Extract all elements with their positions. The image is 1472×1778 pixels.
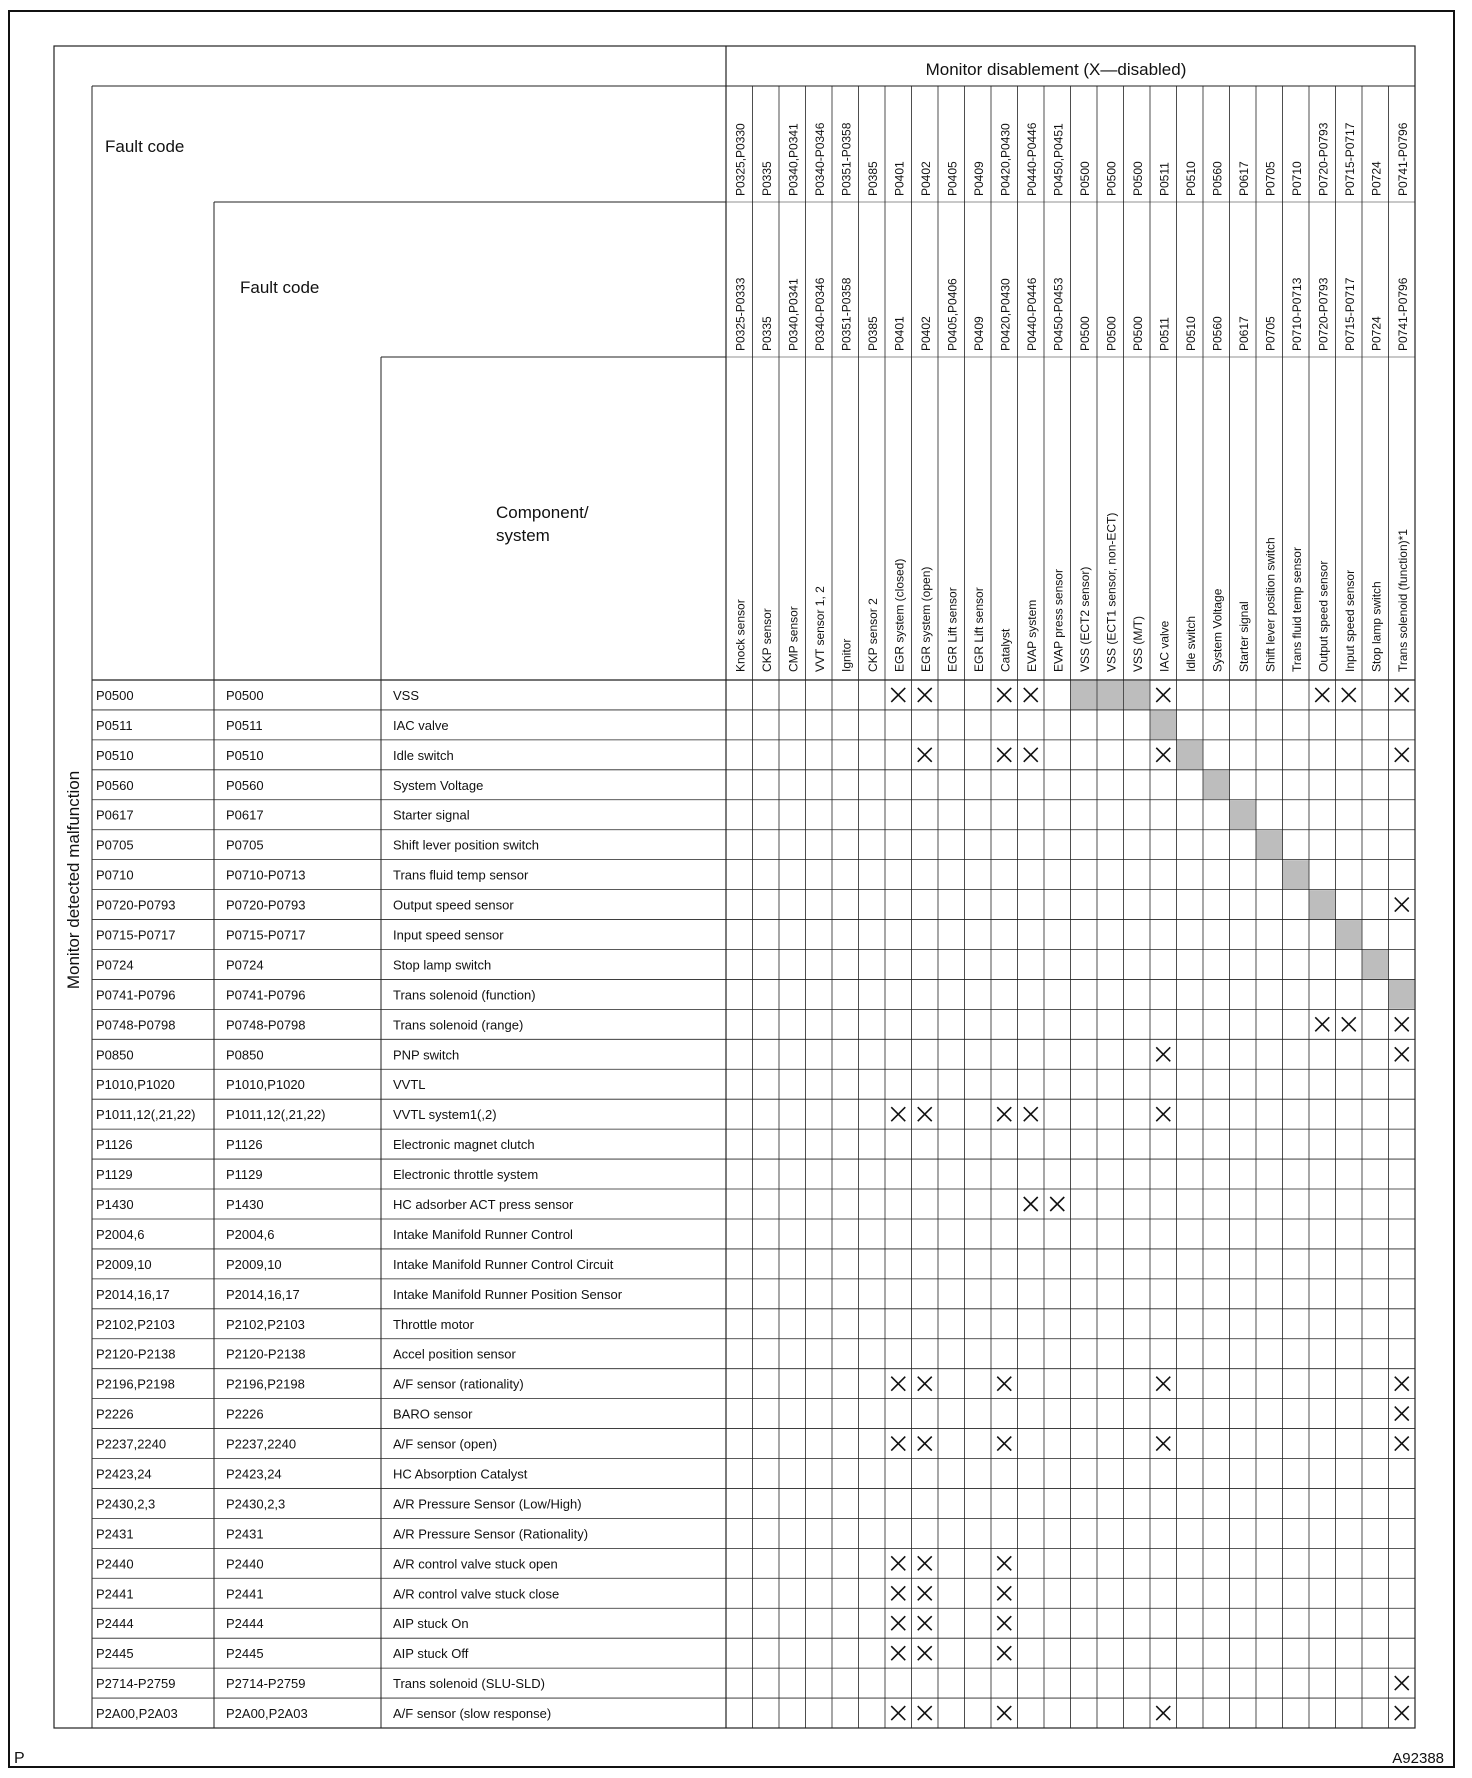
row-fault-code: P1010,P1020 bbox=[226, 1077, 305, 1093]
disabled-x-mark bbox=[997, 1646, 1011, 1660]
column-component-name: Starter signal bbox=[1236, 601, 1251, 672]
column-component-name: Ignitor bbox=[839, 638, 854, 672]
column-code-2: P0420,P0430 bbox=[998, 278, 1013, 351]
disabled-x-mark bbox=[1395, 1676, 1409, 1690]
column-code-2: P0500 bbox=[1130, 316, 1145, 351]
disabled-x-mark bbox=[891, 1377, 905, 1391]
column-code-1: P0335 bbox=[759, 161, 774, 196]
column-code-2: P0409 bbox=[971, 316, 986, 351]
column-code-2: P0617 bbox=[1236, 316, 1251, 351]
column-code-1: P0715-P0717 bbox=[1342, 122, 1357, 196]
disabled-x-mark bbox=[918, 1107, 932, 1121]
column-code-1: P0741-P0796 bbox=[1395, 122, 1410, 196]
disabled-x-mark bbox=[1395, 1377, 1409, 1391]
row-fault-code: P2A00,P2A03 bbox=[226, 1706, 308, 1722]
column-code-1: P0402 bbox=[918, 161, 933, 196]
disabled-x-mark bbox=[891, 1437, 905, 1451]
row-fault-code: P0705 bbox=[226, 837, 264, 853]
column-component-name: Idle switch bbox=[1183, 615, 1198, 672]
column-component-name: CMP sensor bbox=[786, 606, 801, 672]
column-component-name: VSS (M/T) bbox=[1130, 616, 1145, 672]
row-component: A/R Pressure Sensor (Rationality) bbox=[393, 1526, 589, 1542]
disabled-x-mark bbox=[918, 1437, 932, 1451]
disabled-x-mark bbox=[918, 1646, 932, 1660]
column-component-name: Trans fluid temp sensor bbox=[1289, 547, 1304, 672]
row-monitor-code: P2714-P2759 bbox=[96, 1676, 176, 1692]
row-component: IAC valve bbox=[393, 717, 449, 733]
disabled-x-mark bbox=[891, 1586, 905, 1600]
row-monitor-code: P0724 bbox=[96, 957, 134, 973]
disabled-x-mark bbox=[918, 1616, 932, 1630]
row-monitor-code: P2004,6 bbox=[96, 1226, 145, 1242]
column-component-name: CKP sensor 2 bbox=[865, 598, 880, 672]
disabled-x-mark bbox=[997, 1556, 1011, 1570]
column-code-2: P0720-P0793 bbox=[1316, 277, 1331, 351]
row-fault-code: P0741-P0796 bbox=[226, 987, 306, 1003]
row-component: Output speed sensor bbox=[393, 897, 514, 913]
row-component: HC Absorption Catalyst bbox=[393, 1466, 528, 1482]
row-fault-code: P2226 bbox=[226, 1406, 264, 1422]
row-fault-code: P0510 bbox=[226, 747, 264, 763]
column-code-1: P0340-P0346 bbox=[812, 122, 827, 196]
row-component: A/F sensor (open) bbox=[393, 1436, 498, 1452]
disabled-x-mark bbox=[1395, 1017, 1409, 1031]
row-component: HC adsorber ACT press sensor bbox=[393, 1197, 574, 1212]
row-fault-code: P2444 bbox=[226, 1616, 264, 1632]
row-component: VVTL bbox=[393, 1077, 426, 1093]
shaded-cell bbox=[1389, 980, 1415, 1009]
disabled-x-mark bbox=[1050, 1197, 1064, 1211]
row-fault-code: P1011,12(,21,22) bbox=[226, 1107, 326, 1123]
row-monitor-code: P0720-P0793 bbox=[96, 897, 176, 913]
column-code-1: P0340,P0341 bbox=[786, 123, 801, 196]
row-monitor-code: P0710 bbox=[96, 867, 134, 883]
disabled-x-mark bbox=[1395, 748, 1409, 762]
column-component-name: VSS (ECT2 sensor) bbox=[1077, 566, 1092, 672]
shaded-cell bbox=[1283, 860, 1309, 889]
disabled-x-mark bbox=[997, 1586, 1011, 1600]
row-component: Accel position sensor bbox=[393, 1346, 516, 1362]
row-component: PNP switch bbox=[393, 1047, 460, 1063]
column-code-2: P0710-P0713 bbox=[1289, 277, 1304, 351]
row-component: BARO sensor bbox=[393, 1406, 473, 1422]
fault-code-mid-label: Fault code bbox=[240, 278, 320, 297]
row-fault-code: P0720-P0793 bbox=[226, 897, 306, 913]
row-component: Trans solenoid (range) bbox=[393, 1017, 524, 1033]
column-code-1: P0420,P0430 bbox=[998, 123, 1013, 196]
row-component: A/F sensor (rationality) bbox=[393, 1376, 524, 1392]
disabled-x-mark bbox=[1156, 1706, 1170, 1720]
row-fault-code: P2441 bbox=[226, 1586, 264, 1602]
row-component: Idle switch bbox=[393, 747, 454, 763]
disabled-x-mark bbox=[1024, 1107, 1038, 1121]
monitor-detected-malfunction-label: Monitor detected malfunction bbox=[64, 770, 83, 990]
disabled-x-mark bbox=[997, 1377, 1011, 1391]
shaded-cell bbox=[1230, 800, 1256, 829]
row-fault-code: P2430,2,3 bbox=[226, 1496, 286, 1512]
disabled-x-mark bbox=[1156, 1047, 1170, 1061]
shaded-cell bbox=[1098, 681, 1124, 710]
column-code-2: P0500 bbox=[1104, 316, 1119, 351]
fault-code-row-2 bbox=[733, 277, 1410, 351]
row-component: Throttle motor bbox=[393, 1316, 474, 1332]
disabled-x-mark bbox=[1395, 688, 1409, 702]
row-monitor-code: P2444 bbox=[96, 1616, 134, 1632]
disabled-x-mark bbox=[1156, 1437, 1170, 1451]
row-component: Input speed sensor bbox=[393, 927, 504, 943]
row-fault-code: P0560 bbox=[226, 777, 264, 793]
disabled-x-mark bbox=[1156, 1107, 1170, 1121]
row-monitor-code: P2440 bbox=[96, 1556, 134, 1572]
disabled-x-mark bbox=[891, 1107, 905, 1121]
row-fault-code: P2009,10 bbox=[226, 1256, 282, 1272]
row-component: Stop lamp switch bbox=[393, 957, 492, 973]
disabled-x-mark bbox=[918, 748, 932, 762]
disabled-x-mark bbox=[891, 1706, 905, 1720]
row-component: Shift lever position switch bbox=[393, 837, 539, 853]
disabled-x-mark bbox=[1395, 1407, 1409, 1421]
row-fault-code: P2431 bbox=[226, 1526, 264, 1542]
row-fault-code: P0710-P0713 bbox=[226, 867, 306, 883]
row-monitor-code: P2237,2240 bbox=[96, 1436, 167, 1452]
shaded-cell bbox=[1257, 830, 1283, 859]
malfunction-rows bbox=[96, 688, 623, 1721]
row-monitor-code: P2226 bbox=[96, 1406, 134, 1422]
column-code-1: P0325,P0330 bbox=[733, 123, 748, 196]
row-fault-code: P2445 bbox=[226, 1646, 264, 1662]
row-monitor-code: P1126 bbox=[96, 1137, 133, 1153]
column-component-name: Knock sensor bbox=[733, 599, 748, 672]
row-component: Intake Manifold Runner Position Sensor bbox=[393, 1286, 623, 1302]
shaded-cell bbox=[1124, 681, 1150, 710]
row-monitor-code: P0748-P0798 bbox=[96, 1017, 176, 1033]
disabled-x-mark bbox=[997, 1706, 1011, 1720]
column-code-2: P0385 bbox=[865, 316, 880, 351]
disabled-x-mark bbox=[997, 748, 1011, 762]
disabled-x-mark bbox=[918, 1586, 932, 1600]
row-component: Trans solenoid (SLU-SLD) bbox=[393, 1676, 545, 1692]
disabled-x-mark bbox=[1395, 1706, 1409, 1720]
row-monitor-code: P0510 bbox=[96, 747, 134, 763]
row-fault-code: P0715-P0717 bbox=[226, 927, 306, 943]
row-component: A/R control valve stuck open bbox=[393, 1556, 558, 1572]
column-component-name: IAC valve bbox=[1157, 620, 1172, 672]
row-monitor-code: P2120-P2138 bbox=[96, 1346, 176, 1362]
column-code-2: P0741-P0796 bbox=[1395, 277, 1410, 351]
row-monitor-code: P0850 bbox=[96, 1047, 134, 1063]
column-component-name: EGR system (closed) bbox=[892, 558, 907, 672]
column-component-name: Input speed sensor bbox=[1342, 569, 1357, 672]
row-fault-code: P2102,P2103 bbox=[226, 1316, 305, 1332]
column-code-2: P0340-P0346 bbox=[812, 277, 827, 351]
row-monitor-code: P2196,P2198 bbox=[96, 1376, 175, 1392]
disabled-x-mark bbox=[1024, 688, 1038, 702]
column-code-1: P0510 bbox=[1183, 161, 1198, 196]
row-monitor-code: P0560 bbox=[96, 777, 134, 793]
row-component: Electronic throttle system bbox=[393, 1167, 539, 1183]
disabled-x-mark bbox=[918, 1706, 932, 1720]
column-code-1: P0409 bbox=[971, 161, 986, 196]
row-component: Trans fluid temp sensor bbox=[393, 867, 529, 883]
disabled-x-mark bbox=[1024, 748, 1038, 762]
column-component-name: System Voltage bbox=[1210, 588, 1225, 672]
row-component: Electronic magnet clutch bbox=[393, 1137, 535, 1153]
disabled-x-mark bbox=[1395, 898, 1409, 912]
disabled-x-mark bbox=[997, 1437, 1011, 1451]
column-code-2: P0402 bbox=[918, 316, 933, 351]
shaded-cells bbox=[1071, 681, 1415, 1009]
column-code-1: P0500 bbox=[1130, 161, 1145, 196]
disabled-x-mark bbox=[1156, 1377, 1170, 1391]
row-monitor-code: P2009,10 bbox=[96, 1256, 152, 1272]
column-code-2: P0724 bbox=[1369, 316, 1384, 351]
row-fault-code: P2196,P2198 bbox=[226, 1376, 305, 1392]
disabled-x-mark bbox=[997, 1107, 1011, 1121]
column-code-1: P0401 bbox=[892, 161, 907, 196]
column-component-name: CKP sensor bbox=[759, 608, 774, 672]
disabled-x-mark bbox=[918, 688, 932, 702]
row-fault-code: P0511 bbox=[226, 717, 263, 733]
row-monitor-code: P2441 bbox=[96, 1586, 134, 1602]
row-component: Trans solenoid (function) bbox=[393, 987, 536, 1003]
row-monitor-code: P1010,P1020 bbox=[96, 1077, 175, 1093]
row-monitor-code: P0617 bbox=[96, 807, 134, 823]
disabled-x-mark bbox=[1315, 1017, 1329, 1031]
column-code-1: P0560 bbox=[1210, 161, 1225, 196]
row-monitor-code: P2431 bbox=[96, 1526, 134, 1542]
column-component-name: Shift lever position switch bbox=[1263, 537, 1278, 672]
row-component: A/F sensor (slow response) bbox=[393, 1706, 552, 1722]
column-code-2: P0325-P0333 bbox=[733, 277, 748, 351]
row-monitor-code: P1011,12(,21,22) bbox=[96, 1107, 196, 1123]
row-fault-code: P0500 bbox=[226, 687, 264, 703]
column-component-name: Stop lamp switch bbox=[1369, 581, 1384, 672]
row-component: VVTL system1(,2) bbox=[393, 1107, 497, 1123]
disabled-x-mark bbox=[891, 1646, 905, 1660]
column-component-name: VSS (ECT1 sensor, non-ECT) bbox=[1104, 512, 1119, 672]
row-monitor-code: P1430 bbox=[96, 1197, 134, 1212]
column-code-1: P0440-P0446 bbox=[1024, 122, 1039, 196]
row-monitor-code: P0511 bbox=[96, 717, 133, 733]
column-code-2: P0560 bbox=[1210, 316, 1225, 351]
row-fault-code: P0748-P0798 bbox=[226, 1017, 306, 1033]
shaded-cell bbox=[1151, 710, 1177, 739]
row-fault-code: P2423,24 bbox=[226, 1466, 282, 1482]
column-code-2: P0351-P0358 bbox=[839, 277, 854, 351]
figure-id: A92388 bbox=[1392, 1750, 1444, 1767]
shaded-cell bbox=[1177, 740, 1203, 769]
column-component-name: Trans solenoid (function)*1 bbox=[1395, 529, 1410, 672]
disabled-x-mark bbox=[997, 1616, 1011, 1630]
row-monitor-code: P0715-P0717 bbox=[96, 927, 176, 943]
column-code-2: P0440-P0446 bbox=[1024, 277, 1039, 351]
row-monitor-code: P1129 bbox=[96, 1167, 133, 1183]
row-fault-code: P2714-P2759 bbox=[226, 1676, 306, 1692]
disabled-x-mark bbox=[1395, 1437, 1409, 1451]
row-fault-code: P1129 bbox=[226, 1167, 263, 1183]
row-fault-code: P2237,2240 bbox=[226, 1436, 297, 1452]
shaded-cell bbox=[1363, 950, 1389, 979]
disabled-x-mark bbox=[1156, 688, 1170, 702]
row-monitor-code: P0741-P0796 bbox=[96, 987, 176, 1003]
row-component: Starter signal bbox=[393, 807, 470, 823]
column-code-1: P0351-P0358 bbox=[839, 122, 854, 196]
row-monitor-code: P2423,24 bbox=[96, 1466, 152, 1482]
row-fault-code: P0724 bbox=[226, 957, 264, 973]
shaded-cell bbox=[1336, 920, 1362, 949]
monitor-title: Monitor disablement (X—disabled) bbox=[925, 60, 1187, 79]
row-fault-code: P1126 bbox=[226, 1137, 263, 1153]
column-code-2: P0450-P0453 bbox=[1051, 277, 1066, 351]
row-component: A/R control valve stuck close bbox=[393, 1586, 560, 1602]
row-monitor-code: P2445 bbox=[96, 1646, 134, 1662]
disabled-x-mark bbox=[891, 1616, 905, 1630]
disabled-x-mark bbox=[1024, 1197, 1038, 1211]
row-component: Intake Manifold Runner Control Circuit bbox=[393, 1256, 614, 1272]
column-code-1: P0705 bbox=[1263, 161, 1278, 196]
row-component: AIP stuck Off bbox=[393, 1646, 469, 1662]
row-monitor-code: P0705 bbox=[96, 837, 134, 853]
shaded-cell bbox=[1071, 681, 1097, 710]
row-monitor-code: P0500 bbox=[96, 687, 134, 703]
component-label-line1: Component/ bbox=[496, 503, 589, 522]
row-fault-code: P2014,16,17 bbox=[226, 1286, 300, 1302]
page-marker: P bbox=[14, 1750, 25, 1767]
column-component-name: EVAP press sensor bbox=[1051, 569, 1066, 672]
column-code-1: P0405 bbox=[945, 161, 960, 196]
row-monitor-code: P2A00,P2A03 bbox=[96, 1706, 178, 1722]
row-fault-code: P1430 bbox=[226, 1197, 264, 1212]
row-fault-code: P2440 bbox=[226, 1556, 264, 1572]
disabled-x-mark bbox=[1342, 688, 1356, 702]
disabled-x-mark bbox=[891, 688, 905, 702]
column-code-1: P0724 bbox=[1369, 161, 1384, 196]
row-fault-code: P2004,6 bbox=[226, 1226, 275, 1242]
row-component: Intake Manifold Runner Control bbox=[393, 1226, 573, 1242]
shaded-cell bbox=[1204, 770, 1230, 799]
column-code-2: P0500 bbox=[1077, 316, 1092, 351]
disabled-x-mark bbox=[1395, 1047, 1409, 1061]
row-fault-code: P0617 bbox=[226, 807, 264, 823]
fault-code-row-1 bbox=[733, 122, 1410, 196]
disabled-x-mark bbox=[1342, 1017, 1356, 1031]
column-component-name: EGR Lift sensor bbox=[945, 587, 960, 672]
column-component-name: EVAP system bbox=[1024, 599, 1039, 672]
component-label-line2: system bbox=[496, 526, 550, 545]
column-component-name: VVT sensor 1, 2 bbox=[812, 586, 827, 672]
column-code-1: P0511 bbox=[1157, 162, 1172, 196]
column-code-2: P0511 bbox=[1157, 317, 1172, 351]
disabled-x-mark bbox=[1156, 748, 1170, 762]
component-name-row bbox=[733, 513, 1410, 672]
row-monitor-code: P2102,P2103 bbox=[96, 1316, 175, 1332]
disabled-x-mark bbox=[1315, 688, 1329, 702]
disabled-x-mark bbox=[997, 688, 1011, 702]
column-code-2: P0705 bbox=[1263, 316, 1278, 351]
row-fault-code: P0850 bbox=[226, 1047, 264, 1063]
column-code-1: P0385 bbox=[865, 161, 880, 196]
column-component-name: EGR Lift sensor bbox=[971, 587, 986, 672]
column-code-2: P0510 bbox=[1183, 316, 1198, 351]
disabled-x-mark bbox=[891, 1556, 905, 1570]
disabled-x-mark bbox=[918, 1377, 932, 1391]
shaded-cell bbox=[1310, 890, 1336, 919]
column-code-1: P0500 bbox=[1104, 161, 1119, 196]
column-component-name: EGR system (open) bbox=[918, 566, 933, 672]
column-component-name: Catalyst bbox=[998, 628, 1013, 672]
column-component-name: Output speed sensor bbox=[1316, 560, 1331, 672]
row-monitor-code: P2430,2,3 bbox=[96, 1496, 156, 1512]
row-component: AIP stuck On bbox=[393, 1616, 469, 1632]
column-code-2: P0401 bbox=[892, 316, 907, 351]
row-component: System Voltage bbox=[393, 777, 484, 793]
row-component: VSS bbox=[393, 687, 420, 703]
column-code-2: P0715-P0717 bbox=[1342, 277, 1357, 351]
column-code-1: P0500 bbox=[1077, 161, 1092, 196]
column-code-2: P0405,P0406 bbox=[945, 278, 960, 351]
column-code-1: P0617 bbox=[1236, 161, 1251, 196]
row-fault-code: P2120-P2138 bbox=[226, 1346, 306, 1362]
column-code-1: P0720-P0793 bbox=[1316, 122, 1331, 196]
column-code-2: P0340,P0341 bbox=[786, 278, 801, 351]
column-code-1: P0450,P0451 bbox=[1051, 123, 1066, 196]
column-code-1: P0710 bbox=[1289, 161, 1304, 196]
column-code-2: P0335 bbox=[759, 316, 774, 351]
fault-code-top-label: Fault code bbox=[105, 137, 185, 156]
row-monitor-code: P2014,16,17 bbox=[96, 1286, 170, 1302]
disabled-x-mark bbox=[918, 1556, 932, 1570]
row-component: A/R Pressure Sensor (Low/High) bbox=[393, 1496, 582, 1512]
